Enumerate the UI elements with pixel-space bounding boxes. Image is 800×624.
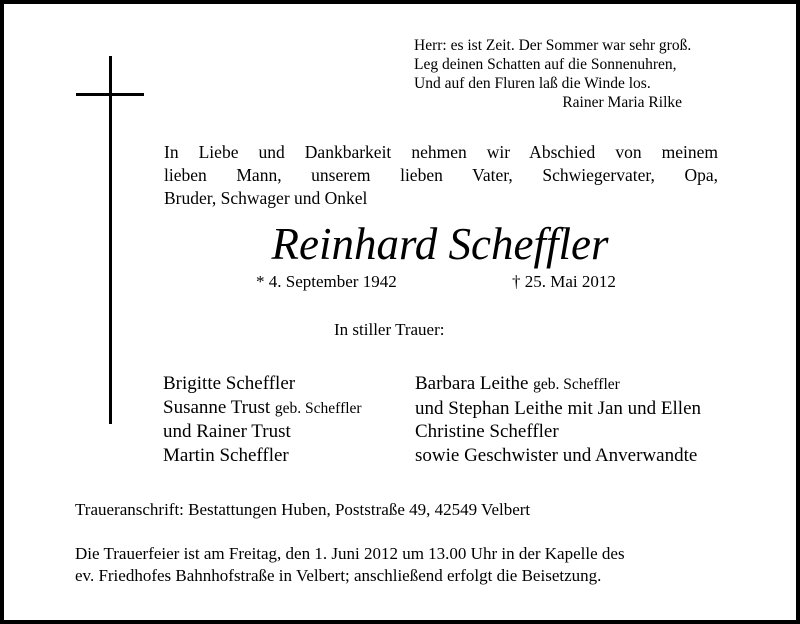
mourning-label: In stiller Trauer: [334,320,445,339]
poem-line: Leg deinen Schatten auf die Sonnenuhren, [414,56,677,73]
mourner-note: geb. Scheffler [274,399,362,417]
cross-horizontal-bar [76,93,144,96]
mourner-name: und Stephan Leithe mit Jan und Ellen [415,397,702,419]
mourner-entry [163,372,362,396]
intro-line: In Liebe und Dankbarkeit nehmen wir Abschied von meinem [164,142,718,162]
mourner-entry [415,372,701,397]
mourner-name: Brigitte Scheffler [163,373,296,394]
mourner-note: geb. Scheffler [533,376,620,393]
ceremony-info [75,543,625,587]
ceremony-line: ev. Friedhofes Bahnhofstraße in Velbert; anschließend erfolgt die Beisetzung. [75,566,602,585]
intro-line: Bruder, Schwager und Onkel [164,188,368,208]
mourning-address: Traueranschrift: Bestattungen Huben, Poststraße 49, 42549 Velbert [75,500,531,519]
mourners-right-column [415,372,701,467]
mourner-name: Christine Scheffler [415,421,559,442]
poem-quote [414,36,691,112]
mourner-name: Susanne Trust [163,396,271,418]
mourner-name: Barbara Leithe [415,373,529,394]
intro-text [164,141,718,210]
mourner-entry [163,444,362,468]
poem-author: Rainer Maria Rilke [562,94,682,111]
mourner-entry [415,420,701,444]
mourner-entry [163,396,362,421]
mourner-entry [163,420,362,444]
poem-line: Herr: es ist Zeit. Der Sommer war sehr groß. [414,37,692,54]
mourners-left-column [163,372,362,467]
mourner-name: Martin Scheffler [163,444,289,466]
mourner-entry [415,444,701,468]
birth-date: * 4. September 1942 [256,272,397,291]
ceremony-line: Die Trauerfeier ist am Freitag, den 1. Juni 2012 um 13.00 Uhr in der Kapelle des [75,544,625,563]
intro-line: lieben Mann, unserem lieben Vater, Schwiegervater, Opa, [164,165,718,185]
mourner-name: sowie Geschwister und Anverwandte [415,444,698,466]
deceased-name: Reinhard Scheffler [271,219,609,269]
death-date: † 25. Mai 2012 [512,272,616,291]
poem-line: Und auf den Fluren laß die Winde los. [414,75,651,92]
mourner-name: und Rainer Trust [163,421,291,442]
mourner-entry [415,397,701,421]
